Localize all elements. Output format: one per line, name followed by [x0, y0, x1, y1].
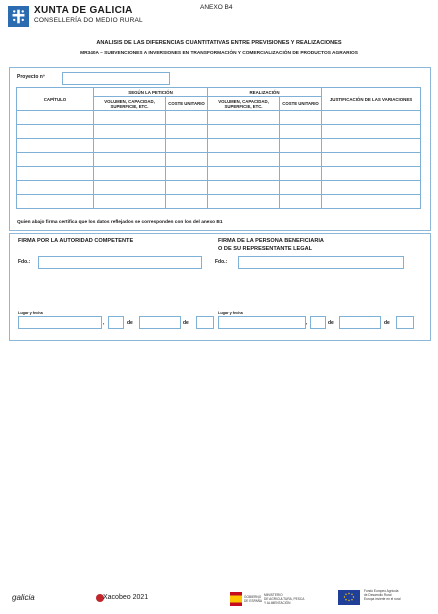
cell-realizacion-volumen[interactable]: [208, 139, 280, 153]
cell-capitulo[interactable]: [17, 195, 94, 209]
analysis-table: [16, 87, 421, 209]
cell-peticion-volumen[interactable]: [94, 125, 166, 139]
cell-peticion-coste[interactable]: [166, 139, 208, 153]
cell-capitulo[interactable]: [17, 167, 94, 181]
cell-peticion-coste[interactable]: [166, 195, 208, 209]
cell-realizacion-volumen[interactable]: [208, 111, 280, 125]
cell-realizacion-coste[interactable]: [280, 111, 322, 125]
cell-capitulo[interactable]: [17, 153, 94, 167]
footer-gobierno-logo: [230, 589, 310, 609]
cell-peticion-coste[interactable]: [166, 111, 208, 125]
footer-galicia-logo: galicia: [12, 593, 35, 602]
right-comma: ,: [306, 320, 308, 326]
cell-peticion-volumen[interactable]: [94, 111, 166, 125]
cell-peticion-volumen[interactable]: [94, 195, 166, 209]
cell-justificacion[interactable]: [322, 181, 421, 195]
left-signature-title: FIRMA POR LA AUTORIDAD COMPETENTE: [18, 238, 134, 244]
left-de-1: de: [127, 320, 133, 326]
cell-peticion-coste[interactable]: [166, 125, 208, 139]
right-fdo-label: Fdo.:: [215, 259, 228, 265]
left-lugar-input[interactable]: [18, 316, 105, 329]
cell-justificacion[interactable]: [322, 195, 421, 209]
certification-text: Quien abajo firma certifica que los datos reflejados se corresponden con los del anexo B1: [17, 220, 223, 225]
document-subtitle: MR340A – SUBVENCIONES A INVERSIONES EN TRANSFORMACIÓN Y COMERCIALIZACIÓN DE PRODUCTOS AGRARIOS: [80, 51, 358, 56]
left-fdo-label: Fdo.:: [18, 259, 31, 265]
galicia-crest-icon: [10, 8, 27, 25]
xunta-logo: [8, 6, 29, 27]
cell-justificacion[interactable]: [322, 153, 421, 167]
spain-flag-icon: [230, 592, 242, 606]
col-peticion-coste: COSTE UNITARIO: [166, 97, 208, 111]
right-de-1: de: [328, 320, 334, 326]
cell-capitulo[interactable]: [17, 139, 94, 153]
cell-peticion-coste[interactable]: [166, 181, 208, 195]
table-row: [17, 181, 421, 195]
cell-realizacion-volumen[interactable]: [208, 153, 280, 167]
left-month-input[interactable]: [139, 316, 181, 329]
right-lugar-label: Lugar y fecha: [218, 311, 243, 315]
left-lugar-label: Lugar y fecha: [18, 311, 43, 315]
proyecto-input[interactable]: [62, 72, 170, 85]
cell-peticion-volumen[interactable]: [94, 167, 166, 181]
cell-realizacion-volumen[interactable]: [208, 125, 280, 139]
left-fdo-input[interactable]: [38, 256, 202, 269]
cell-realizacion-volumen[interactable]: [208, 181, 280, 195]
left-day-input[interactable]: [108, 316, 124, 329]
gov-text-2: MINISTERIO DE AGRICULTURA, PESCA Y ALIMENTACIÓN: [264, 593, 305, 605]
col-realizacion-volumen: VOLUMEN, CAPACIDAD, SUPERFICIE, ETC.: [208, 97, 280, 111]
cell-realizacion-coste[interactable]: [280, 167, 322, 181]
eu-flag-icon: [338, 590, 360, 605]
cell-peticion-coste[interactable]: [166, 167, 208, 181]
cell-realizacion-coste[interactable]: [280, 181, 322, 195]
cell-realizacion-coste[interactable]: [280, 195, 322, 209]
table-row: [17, 153, 421, 167]
col-capitulo: CAPÍTULO: [17, 88, 94, 111]
right-de-2: de: [384, 320, 390, 326]
footer-xacobeo-logo: Xacobeo 2021: [103, 594, 149, 601]
cell-realizacion-coste[interactable]: [280, 139, 322, 153]
cell-justificacion[interactable]: [322, 167, 421, 181]
col-realizacion-coste: COSTE UNITARIO: [280, 97, 322, 111]
left-year-input[interactable]: [196, 316, 214, 329]
right-fdo-input[interactable]: [238, 256, 404, 269]
cell-realizacion-volumen[interactable]: [208, 167, 280, 181]
cell-justificacion[interactable]: [322, 111, 421, 125]
right-month-input[interactable]: [339, 316, 381, 329]
table-row: [17, 111, 421, 125]
right-lugar-input[interactable]: [218, 316, 306, 329]
cell-realizacion-coste[interactable]: [280, 125, 322, 139]
brand-name: XUNTA DE GALICIA: [34, 5, 133, 16]
cell-justificacion[interactable]: [322, 139, 421, 153]
cell-peticion-coste[interactable]: [166, 153, 208, 167]
gov-text-1: GOBIERNO DE ESPAÑA: [244, 595, 263, 603]
anexo-label: ANEXO B4: [200, 4, 233, 11]
cell-peticion-volumen[interactable]: [94, 153, 166, 167]
col-justificacion: JUSTIFICACIÓN DE LAS VARIACIONES: [322, 88, 421, 111]
cell-capitulo[interactable]: [17, 125, 94, 139]
right-signature-title-1: FIRMA DE LA PERSONA BENEFICIARIA: [218, 238, 324, 244]
proyecto-label: Proyecto nº: [17, 74, 45, 80]
cell-capitulo[interactable]: [17, 181, 94, 195]
document-title: ANALISIS DE LAS DIFERENCIAS CUANTITATIVAS ENTRE PREVISIONES Y REALIZACIONES: [96, 40, 342, 46]
cell-justificacion[interactable]: [322, 125, 421, 139]
left-de-2: de: [183, 320, 189, 326]
brand-subtitle: CONSELLERÍA DO MEDIO RURAL: [34, 17, 143, 24]
col-segun-peticion: SEGÚN LA PETICIÓN: [94, 88, 208, 97]
cell-peticion-volumen[interactable]: [94, 139, 166, 153]
cell-capitulo[interactable]: [17, 111, 94, 125]
table-row: [17, 195, 421, 209]
table-row: [17, 125, 421, 139]
col-realizacion: REALIZACIÓN: [208, 88, 322, 97]
table-row: [17, 167, 421, 181]
left-comma: ,: [103, 320, 105, 326]
cell-peticion-volumen[interactable]: [94, 181, 166, 195]
right-year-input[interactable]: [396, 316, 414, 329]
right-signature-title-2: O DE SU REPRESENTANTE LEGAL: [218, 246, 313, 252]
right-day-input[interactable]: [310, 316, 326, 329]
col-peticion-volumen: VOLUMEN, CAPACIDAD, SUPERFICIE, ETC.: [94, 97, 166, 111]
footer-feader-text: Fondo Europeo Agrícola de Desarrollo Rural Europa invierte en el rural: [364, 589, 401, 601]
cell-realizacion-volumen[interactable]: [208, 195, 280, 209]
cell-realizacion-coste[interactable]: [280, 153, 322, 167]
table-row: [17, 139, 421, 153]
